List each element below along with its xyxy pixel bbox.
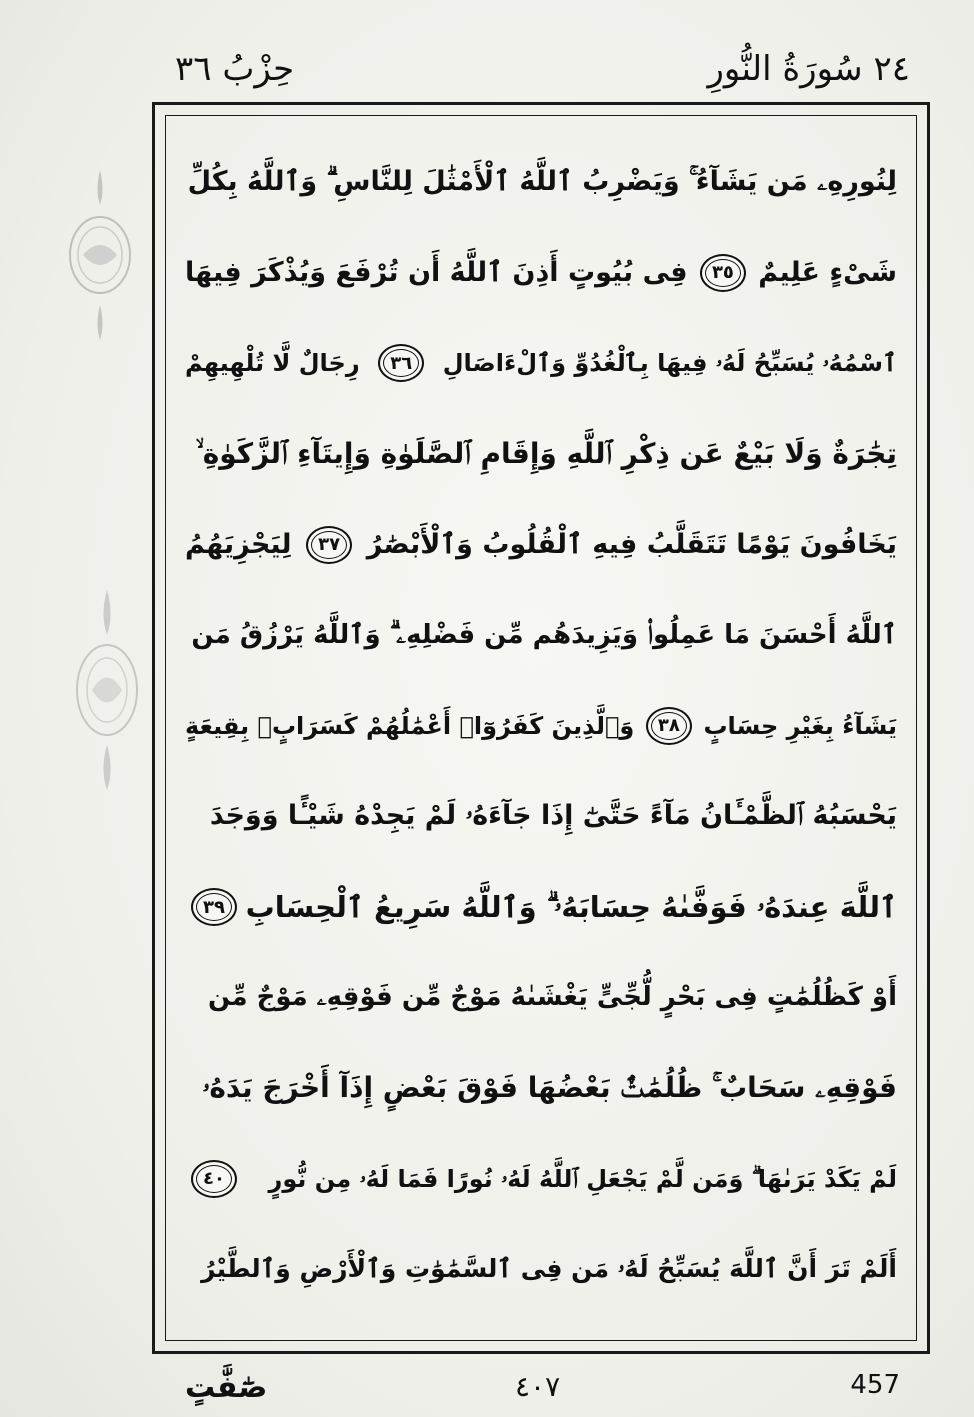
verse-text: فِى بُيُوتٍ أَذِنَ ٱللَّهُ أَن تُرْفَعَ وَيُذْكَرَ فِيهَا xyxy=(185,257,688,289)
text-line xyxy=(185,1043,897,1134)
hizb-ornament-icon xyxy=(65,165,135,345)
verse-text: ٱللَّهُ أَحْسَنَ مَا عَمِلُوا۟ وَيَزِيدَهُم مِّن فَضْلِهِۦ ۗ وَٱللَّهُ يَرْزُقُ مَن xyxy=(191,619,897,650)
text-line xyxy=(185,318,897,409)
verse-text: يَشَآءُ بِغَيْرِ حِسَابٍ xyxy=(703,711,897,740)
page-number: 457 xyxy=(850,1370,900,1400)
surah-title: ٢٤ سُورَةُ النُّورِ xyxy=(707,49,910,89)
text-line xyxy=(185,590,897,681)
verse-text: لِيَجْزِيَهُمُ xyxy=(185,529,292,561)
ayah-number-marker: ٤٠ xyxy=(191,1160,237,1198)
verse-text: أَلَمْ تَرَ أَنَّ ٱللَّهَ يُسَبِّحُ لَهُۥ مَن فِى ٱلسَّمَٰوَٰتِ وَٱلْأَرْضِ وَٱلطَّيْرُ xyxy=(201,1254,897,1284)
verse-text: وَٱلَّذِينَ كَفَرُوٓا۟ أَعْمَٰلُهُمْ كَسَرَابٍۭ بِقِيعَةٍ xyxy=(185,711,635,740)
verse-text: يَخَافُونَ يَوْمًا تَتَقَلَّبُ فِيهِ ٱلْقُلُوبُ وَٱلْأَبْصَٰرُ xyxy=(366,529,897,561)
text-line xyxy=(185,499,897,590)
text-line xyxy=(185,228,897,319)
text-line xyxy=(185,952,897,1043)
catchword: صَٰٓفَّٰتٍ xyxy=(185,1370,268,1405)
text-line xyxy=(185,862,897,953)
verse-text: رِجَالٌ لَّا تُلْهِيهِمْ xyxy=(185,349,360,378)
verse-text: تِجَٰرَةٌ وَلَا بَيْعٌ عَن ذِكْرِ ٱللَّهِ وَإِقَامِ ٱلصَّلَوٰةِ وَإِيتَآءِ ٱلزَّكَوٰةِ ۙ xyxy=(195,437,897,471)
ayah-number-marker: ٣٦ xyxy=(378,344,424,382)
ayah-number-marker: ٣٩ xyxy=(191,888,237,926)
ayah-number-marker: ٣٨ xyxy=(646,707,692,745)
verse-text: يَحْسَبُهُ ٱلظَّمْـَٔانُ مَآءً حَتَّىٰٓ إِذَا جَآءَهُۥ لَمْ يَجِدْهُ شَيْـًٔا وَوَجَدَ xyxy=(209,800,897,832)
verse-text: أَوْ كَظُلُمَٰتٍ فِى بَحْرٍ لُّجِّىٍّ يَغْشَىٰهُ مَوْجٌ مِّن فَوْقِهِۦ مَوْجٌ مِّن xyxy=(208,982,897,1013)
verse-text: لَمْ يَكَدْ يَرَىٰهَا ۗ وَمَن لَّمْ يَجْعَلِ ٱللَّهُ لَهُۥ نُورًا فَمَا لَهُۥ مِن نُّورٍ xyxy=(268,1164,897,1193)
text-line xyxy=(185,137,897,228)
verse-text: شَىْءٍ عَلِيمٌ xyxy=(758,257,897,289)
verse-text: لِنُورِهِۦ مَن يَشَآءُ ۚ وَيَضْرِبُ ٱللَّهُ ٱلْأَمْثَٰلَ لِلنَّاسِ ۗ وَٱللَّهُ بِكُلِّ xyxy=(187,166,897,198)
verse-text: ٱسْمُهُۥ يُسَبِّحُ لَهُۥ فِيهَا بِٱلْغُدُوِّ وَٱلْءَاصَالِ xyxy=(442,349,897,378)
page-number-arabic: ٤٠٧ xyxy=(515,1370,561,1403)
ayah-number-marker: ٣٥ xyxy=(700,254,746,292)
text-line xyxy=(185,1224,897,1315)
hizb-ornament-icon-2 xyxy=(72,585,142,795)
verse-text: ٱللَّهَ عِندَهُۥ فَوَفَّىٰهُ حِسَابَهُۥ ۗ وَٱللَّهُ سَرِيعُ ٱلْحِسَابِ xyxy=(245,889,897,924)
hizb-label: حِزْبُ ٣٦ xyxy=(175,49,295,89)
text-line xyxy=(185,681,897,772)
quran-text xyxy=(185,137,897,1315)
text-line xyxy=(185,771,897,862)
verse-text: فَوْقِهِۦ سَحَابٌ ۚ ظُلُمَٰتٌۢ بَعْضُهَا فَوْقَ بَعْضٍ إِذَآ أَخْرَجَ يَدَهُۥ xyxy=(202,1071,897,1105)
text-line xyxy=(185,409,897,500)
text-frame xyxy=(152,102,930,1354)
page-footer xyxy=(175,1370,910,1410)
page-header xyxy=(175,45,910,100)
ayah-number-marker: ٣٧ xyxy=(306,526,352,564)
text-line xyxy=(185,1134,897,1225)
